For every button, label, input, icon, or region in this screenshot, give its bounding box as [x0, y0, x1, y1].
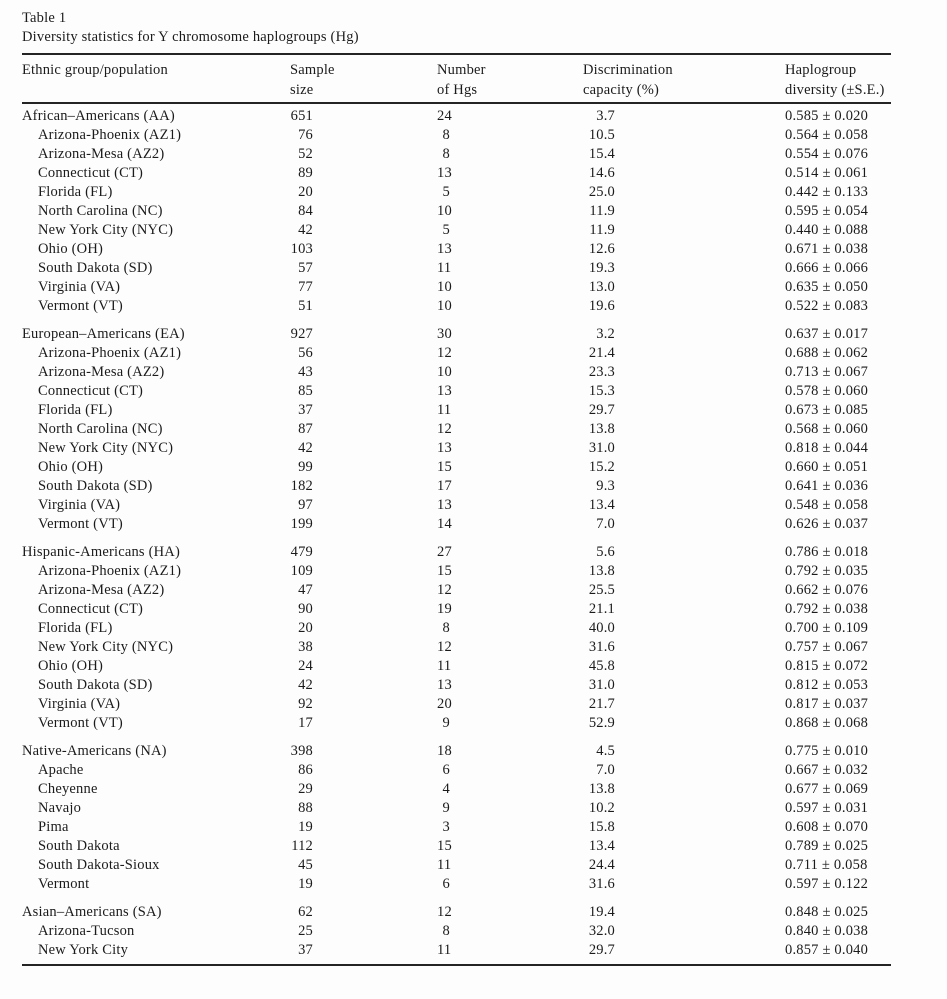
cell-sample-size: 199: [290, 516, 313, 532]
cell-sample-size: 42: [298, 677, 313, 693]
cell-haplogroup-diversity: 0.578 ± 0.060: [785, 383, 869, 399]
cell-haplogroup-diversity: 0.585 ± 0.020: [785, 108, 869, 124]
col-header-number-of-hgs-line2: of Hgs: [437, 82, 478, 98]
table-row: [22, 439, 891, 458]
cell-sample-size: 90: [298, 601, 313, 617]
cell-population: Arizona-Mesa (AZ2): [38, 582, 165, 598]
cell-population: African–Americans (AA): [22, 108, 175, 124]
cell-number-of-hgs: 20: [437, 696, 452, 712]
cell-discrimination-capacity: 13.4: [588, 497, 615, 513]
table-row: [22, 581, 891, 600]
cell-discrimination-capacity: 11.9: [589, 222, 615, 238]
cell-haplogroup-diversity: 0.597 ± 0.122: [785, 876, 869, 892]
cell-discrimination-capacity: 5.6: [596, 544, 615, 560]
cell-population: Florida (FL): [38, 402, 113, 418]
table-row: [22, 477, 891, 496]
cell-population: South Dakota (SD): [38, 478, 153, 494]
cell-number-of-hgs: 12: [437, 904, 452, 920]
table-row: [22, 638, 891, 657]
cell-sample-size: 87: [298, 421, 313, 437]
cell-discrimination-capacity: 24.4: [588, 857, 615, 873]
cell-sample-size: 19: [298, 819, 313, 835]
cell-sample-size: 97: [298, 497, 313, 513]
cell-population: Florida (FL): [38, 620, 113, 636]
cell-population: South Dakota (SD): [38, 260, 153, 276]
table-row: [22, 742, 891, 761]
cell-sample-size: 51: [298, 298, 313, 314]
cell-haplogroup-diversity: 0.711 ± 0.058: [785, 857, 868, 873]
cell-population: Ohio (OH): [38, 658, 104, 674]
cell-population: Arizona-Tucson: [38, 923, 135, 939]
cell-sample-size: 57: [298, 260, 313, 276]
cell-sample-size: 25: [298, 923, 313, 939]
cell-population: Florida (FL): [38, 184, 113, 200]
cell-population: South Dakota (SD): [38, 677, 153, 693]
cell-discrimination-capacity: 15.8: [588, 819, 615, 835]
table-row: [22, 837, 891, 856]
cell-population: Connecticut (CT): [38, 165, 144, 181]
cell-number-of-hgs: 13: [437, 677, 452, 693]
cell-discrimination-capacity: 31.0: [588, 677, 615, 693]
cell-haplogroup-diversity: 0.713 ± 0.067: [785, 364, 869, 380]
cell-population: Vermont (VT): [38, 298, 123, 314]
cell-haplogroup-diversity: 0.440 ± 0.088: [785, 222, 869, 238]
table-row: [22, 761, 891, 780]
cell-number-of-hgs: 6: [442, 876, 450, 892]
cell-number-of-hgs: 4: [442, 781, 450, 797]
table-row: [22, 600, 891, 619]
cell-population: South Dakota: [38, 838, 120, 854]
cell-number-of-hgs: 12: [437, 345, 452, 361]
table-row: [22, 714, 891, 733]
cell-sample-size: 86: [298, 762, 313, 778]
col-header-sample-size-line1: Sample: [290, 62, 335, 78]
col-header-population: [22, 60, 290, 100]
cell-discrimination-capacity: 29.7: [588, 402, 615, 418]
population-group: [22, 742, 891, 894]
cell-haplogroup-diversity: 0.667 ± 0.032: [785, 762, 869, 778]
table-row: [22, 164, 891, 183]
cell-number-of-hgs: 30: [437, 326, 452, 342]
cell-sample-size: 17: [298, 715, 313, 731]
table-row: [22, 183, 891, 202]
cell-sample-size: 89: [298, 165, 313, 181]
cell-discrimination-capacity: 19.4: [588, 904, 615, 920]
cell-haplogroup-diversity: 0.812 ± 0.053: [785, 677, 869, 693]
table-row: [22, 202, 891, 221]
cell-haplogroup-diversity: 0.514 ± 0.061: [785, 165, 869, 181]
cell-haplogroup-diversity: 0.818 ± 0.044: [785, 440, 869, 456]
cell-sample-size: 19: [298, 876, 313, 892]
cell-sample-size: 42: [298, 440, 313, 456]
table-row: [22, 941, 891, 960]
cell-sample-size: 52: [298, 146, 313, 162]
table-row: [22, 922, 891, 941]
cell-sample-size: 38: [298, 639, 313, 655]
table-row: [22, 780, 891, 799]
population-group: [22, 903, 891, 960]
cell-population: Ohio (OH): [38, 459, 104, 475]
table-row: [22, 325, 891, 344]
table-title: Table 1: [22, 10, 67, 26]
cell-haplogroup-diversity: 0.597 ± 0.031: [785, 800, 869, 816]
cell-haplogroup-diversity: 0.757 ± 0.067: [785, 639, 869, 655]
cell-discrimination-capacity: 29.7: [588, 942, 615, 958]
col-header-discrimination-capacity: [583, 60, 785, 100]
cell-population: Navajo: [38, 800, 82, 816]
cell-number-of-hgs: 11: [437, 402, 452, 418]
table-row: [22, 420, 891, 439]
cell-discrimination-capacity: 31.6: [588, 639, 615, 655]
cell-number-of-hgs: 11: [437, 260, 452, 276]
cell-sample-size: 479: [290, 544, 313, 560]
table-header-row: [22, 55, 891, 102]
cell-population: Ohio (OH): [38, 241, 104, 257]
cell-haplogroup-diversity: 0.442 ± 0.133: [785, 184, 869, 200]
cell-sample-size: 42: [298, 222, 313, 238]
table-row: [22, 126, 891, 145]
table-row: [22, 221, 891, 240]
table-row: [22, 297, 891, 316]
cell-haplogroup-diversity: 0.789 ± 0.025: [785, 838, 869, 854]
cell-haplogroup-diversity: 0.641 ± 0.036: [785, 478, 869, 494]
col-header-discrimination-capacity-line2: capacity (%): [583, 82, 660, 98]
cell-sample-size: 76: [298, 127, 313, 143]
cell-number-of-hgs: 13: [437, 497, 452, 513]
cell-sample-size: 45: [298, 857, 313, 873]
table-row: [22, 676, 891, 695]
cell-number-of-hgs: 11: [437, 658, 452, 674]
col-header-number-of-hgs-line1: Number: [437, 62, 486, 78]
cell-number-of-hgs: 10: [437, 279, 452, 295]
cell-haplogroup-diversity: 0.700 ± 0.109: [785, 620, 869, 636]
cell-discrimination-capacity: 13.4: [588, 838, 615, 854]
cell-discrimination-capacity: 19.6: [588, 298, 615, 314]
table-body: [22, 104, 891, 964]
cell-population: Connecticut (CT): [38, 383, 144, 399]
cell-discrimination-capacity: 40.0: [588, 620, 615, 636]
cell-number-of-hgs: 15: [437, 838, 452, 854]
cell-sample-size: 92: [298, 696, 313, 712]
cell-number-of-hgs: 8: [442, 146, 450, 162]
cell-sample-size: 927: [290, 326, 313, 342]
cell-haplogroup-diversity: 0.666 ± 0.066: [785, 260, 869, 276]
cell-haplogroup-diversity: 0.673 ± 0.085: [785, 402, 869, 418]
cell-number-of-hgs: 10: [437, 364, 452, 380]
cell-population: Arizona-Phoenix (AZ1): [38, 563, 182, 579]
cell-discrimination-capacity: 15.3: [588, 383, 615, 399]
cell-discrimination-capacity: 11.9: [589, 203, 615, 219]
cell-haplogroup-diversity: 0.626 ± 0.037: [785, 516, 869, 532]
cell-population: Asian–Americans (SA): [22, 904, 162, 920]
cell-haplogroup-diversity: 0.786 ± 0.018: [785, 544, 869, 560]
table-row: [22, 496, 891, 515]
cell-haplogroup-diversity: 0.840 ± 0.038: [785, 923, 869, 939]
table-row: [22, 363, 891, 382]
cell-sample-size: 37: [298, 402, 313, 418]
cell-number-of-hgs: 11: [437, 942, 452, 958]
col-header-discrimination-capacity-line1: Discrimination: [583, 62, 673, 78]
table-row: [22, 145, 891, 164]
table-row: [22, 562, 891, 581]
cell-haplogroup-diversity: 0.688 ± 0.062: [785, 345, 869, 361]
cell-discrimination-capacity: 13.8: [588, 563, 615, 579]
cell-sample-size: 651: [290, 108, 313, 124]
cell-number-of-hgs: 5: [442, 222, 450, 238]
cell-sample-size: 77: [298, 279, 313, 295]
cell-sample-size: 112: [291, 838, 313, 854]
cell-population: Arizona-Phoenix (AZ1): [38, 127, 182, 143]
cell-number-of-hgs: 9: [442, 800, 450, 816]
cell-population: New York City (NYC): [38, 639, 174, 655]
cell-haplogroup-diversity: 0.660 ± 0.051: [785, 459, 869, 475]
cell-number-of-hgs: 8: [442, 923, 450, 939]
cell-population: New York City (NYC): [38, 222, 174, 238]
population-group: [22, 325, 891, 534]
cell-discrimination-capacity: 10.2: [588, 800, 615, 816]
cell-population: Vermont (VT): [38, 715, 123, 731]
cell-haplogroup-diversity: 0.857 ± 0.040: [785, 942, 869, 958]
cell-population: European–Americans (EA): [22, 326, 185, 342]
cell-sample-size: 85: [298, 383, 313, 399]
cell-haplogroup-diversity: 0.848 ± 0.025: [785, 904, 869, 920]
table-row: [22, 401, 891, 420]
cell-sample-size: 56: [298, 345, 313, 361]
cell-population: Native-Americans (NA): [22, 743, 167, 759]
cell-discrimination-capacity: 15.2: [588, 459, 615, 475]
cell-sample-size: 29: [298, 781, 313, 797]
cell-population: North Carolina (NC): [38, 203, 163, 219]
cell-discrimination-capacity: 13.8: [588, 421, 615, 437]
cell-sample-size: 109: [290, 563, 313, 579]
cell-discrimination-capacity: 7.0: [596, 762, 615, 778]
cell-haplogroup-diversity: 0.608 ± 0.070: [785, 819, 869, 835]
table-bottom-rule: [22, 964, 891, 966]
cell-sample-size: 20: [298, 184, 313, 200]
cell-number-of-hgs: 12: [437, 582, 452, 598]
cell-discrimination-capacity: 23.3: [588, 364, 615, 380]
cell-number-of-hgs: 13: [437, 241, 452, 257]
cell-discrimination-capacity: 25.5: [588, 582, 615, 598]
cell-discrimination-capacity: 31.0: [588, 440, 615, 456]
col-header-haplogroup-diversity-line1: Haplogroup: [785, 62, 857, 78]
cell-sample-size: 62: [298, 904, 313, 920]
cell-number-of-hgs: 14: [437, 516, 452, 532]
cell-haplogroup-diversity: 0.635 ± 0.050: [785, 279, 869, 295]
col-header-haplogroup-diversity-line2: diversity (±S.E.): [785, 82, 885, 98]
table-row: [22, 856, 891, 875]
cell-number-of-hgs: 13: [437, 165, 452, 181]
cell-number-of-hgs: 27: [437, 544, 452, 560]
cell-number-of-hgs: 8: [442, 620, 450, 636]
cell-discrimination-capacity: 52.9: [588, 715, 615, 731]
cell-population: Arizona-Phoenix (AZ1): [38, 345, 182, 361]
cell-sample-size: 398: [290, 743, 313, 759]
col-header-haplogroup-diversity: [785, 60, 891, 100]
cell-haplogroup-diversity: 0.671 ± 0.038: [785, 241, 869, 257]
cell-discrimination-capacity: 31.6: [588, 876, 615, 892]
cell-discrimination-capacity: 14.6: [588, 165, 615, 181]
cell-population: Apache: [38, 762, 84, 778]
col-header-sample-size: [290, 60, 437, 100]
population-group: [22, 543, 891, 733]
cell-haplogroup-diversity: 0.792 ± 0.038: [785, 601, 869, 617]
cell-number-of-hgs: 5: [442, 184, 450, 200]
cell-haplogroup-diversity: 0.522 ± 0.083: [785, 298, 869, 314]
cell-sample-size: 103: [290, 241, 313, 257]
cell-haplogroup-diversity: 0.595 ± 0.054: [785, 203, 869, 219]
cell-number-of-hgs: 18: [437, 743, 452, 759]
cell-haplogroup-diversity: 0.568 ± 0.060: [785, 421, 869, 437]
cell-discrimination-capacity: 15.4: [588, 146, 615, 162]
cell-population: New York City (NYC): [38, 440, 174, 456]
cell-number-of-hgs: 10: [437, 298, 452, 314]
table-row: [22, 903, 891, 922]
diversity-statistics-table: [22, 9, 891, 966]
cell-discrimination-capacity: 9.3: [596, 478, 615, 494]
table-caption: Diversity statistics for Y chromosome haplogroups (Hg): [22, 29, 359, 45]
cell-number-of-hgs: 11: [437, 857, 452, 873]
cell-population: Arizona-Mesa (AZ2): [38, 364, 165, 380]
cell-number-of-hgs: 17: [437, 478, 452, 494]
table-row: [22, 259, 891, 278]
cell-sample-size: 24: [298, 658, 313, 674]
cell-population: Cheyenne: [38, 781, 98, 797]
cell-haplogroup-diversity: 0.775 ± 0.010: [785, 743, 869, 759]
cell-number-of-hgs: 13: [437, 440, 452, 456]
cell-population: Hispanic-Americans (HA): [22, 544, 181, 560]
cell-number-of-hgs: 12: [437, 421, 452, 437]
cell-number-of-hgs: 15: [437, 563, 452, 579]
cell-haplogroup-diversity: 0.548 ± 0.058: [785, 497, 869, 513]
table-row: [22, 107, 891, 126]
table-row: [22, 240, 891, 259]
cell-discrimination-capacity: 21.4: [588, 345, 615, 361]
col-header-sample-size-line2: size: [290, 82, 314, 98]
cell-sample-size: 43: [298, 364, 313, 380]
table-row: [22, 619, 891, 638]
table-row: [22, 799, 891, 818]
col-header-number-of-hgs: [437, 60, 583, 100]
cell-population: Arizona-Mesa (AZ2): [38, 146, 165, 162]
population-group: [22, 107, 891, 316]
cell-sample-size: 99: [298, 459, 313, 475]
cell-number-of-hgs: 6: [442, 762, 450, 778]
cell-population: Virginia (VA): [38, 279, 121, 295]
table-row: [22, 515, 891, 534]
cell-discrimination-capacity: 32.0: [588, 923, 615, 939]
cell-haplogroup-diversity: 0.564 ± 0.058: [785, 127, 869, 143]
cell-population: Virginia (VA): [38, 696, 121, 712]
cell-haplogroup-diversity: 0.637 ± 0.017: [785, 326, 869, 342]
cell-number-of-hgs: 19: [437, 601, 452, 617]
table-row: [22, 543, 891, 562]
cell-discrimination-capacity: 13.8: [588, 781, 615, 797]
cell-haplogroup-diversity: 0.815 ± 0.072: [785, 658, 869, 674]
cell-number-of-hgs: 24: [437, 108, 452, 124]
cell-discrimination-capacity: 13.0: [588, 279, 615, 295]
table-row: [22, 818, 891, 837]
cell-haplogroup-diversity: 0.792 ± 0.035: [785, 563, 869, 579]
cell-population: New York City: [38, 942, 129, 958]
cell-discrimination-capacity: 25.0: [588, 184, 615, 200]
cell-sample-size: 84: [298, 203, 313, 219]
cell-population: Vermont: [38, 876, 90, 892]
cell-population: Connecticut (CT): [38, 601, 144, 617]
cell-discrimination-capacity: 19.3: [588, 260, 615, 276]
cell-number-of-hgs: 8: [442, 127, 450, 143]
cell-haplogroup-diversity: 0.662 ± 0.076: [785, 582, 869, 598]
cell-haplogroup-diversity: 0.868 ± 0.068: [785, 715, 869, 731]
table-row: [22, 875, 891, 894]
table-row: [22, 657, 891, 676]
table-row: [22, 278, 891, 297]
cell-sample-size: 47: [298, 582, 313, 598]
cell-haplogroup-diversity: 0.677 ± 0.069: [785, 781, 869, 797]
cell-population: Virginia (VA): [38, 497, 121, 513]
col-header-population-line1: Ethnic group/population: [22, 62, 168, 78]
cell-discrimination-capacity: 3.2: [596, 326, 615, 342]
cell-number-of-hgs: 10: [437, 203, 452, 219]
cell-discrimination-capacity: 7.0: [596, 516, 615, 532]
cell-haplogroup-diversity: 0.554 ± 0.076: [785, 146, 869, 162]
cell-population: Vermont (VT): [38, 516, 123, 532]
table-row: [22, 458, 891, 477]
cell-discrimination-capacity: 3.7: [596, 108, 615, 124]
table-row: [22, 695, 891, 714]
cell-number-of-hgs: 3: [442, 819, 450, 835]
cell-discrimination-capacity: 4.5: [596, 743, 615, 759]
cell-haplogroup-diversity: 0.817 ± 0.037: [785, 696, 869, 712]
cell-population: South Dakota-Sioux: [38, 857, 160, 873]
cell-sample-size: 20: [298, 620, 313, 636]
cell-discrimination-capacity: 10.5: [588, 127, 615, 143]
cell-sample-size: 182: [290, 478, 313, 494]
cell-population: Pima: [38, 819, 69, 835]
cell-number-of-hgs: 15: [437, 459, 452, 475]
cell-population: North Carolina (NC): [38, 421, 163, 437]
cell-discrimination-capacity: 21.1: [588, 601, 615, 617]
cell-discrimination-capacity: 21.7: [588, 696, 615, 712]
cell-number-of-hgs: 13: [437, 383, 452, 399]
cell-sample-size: 37: [298, 942, 313, 958]
cell-sample-size: 88: [298, 800, 313, 816]
cell-discrimination-capacity: 12.6: [588, 241, 615, 257]
table-row: [22, 344, 891, 363]
cell-discrimination-capacity: 45.8: [588, 658, 615, 674]
table-row: [22, 382, 891, 401]
cell-number-of-hgs: 9: [442, 715, 450, 731]
cell-number-of-hgs: 12: [437, 639, 452, 655]
